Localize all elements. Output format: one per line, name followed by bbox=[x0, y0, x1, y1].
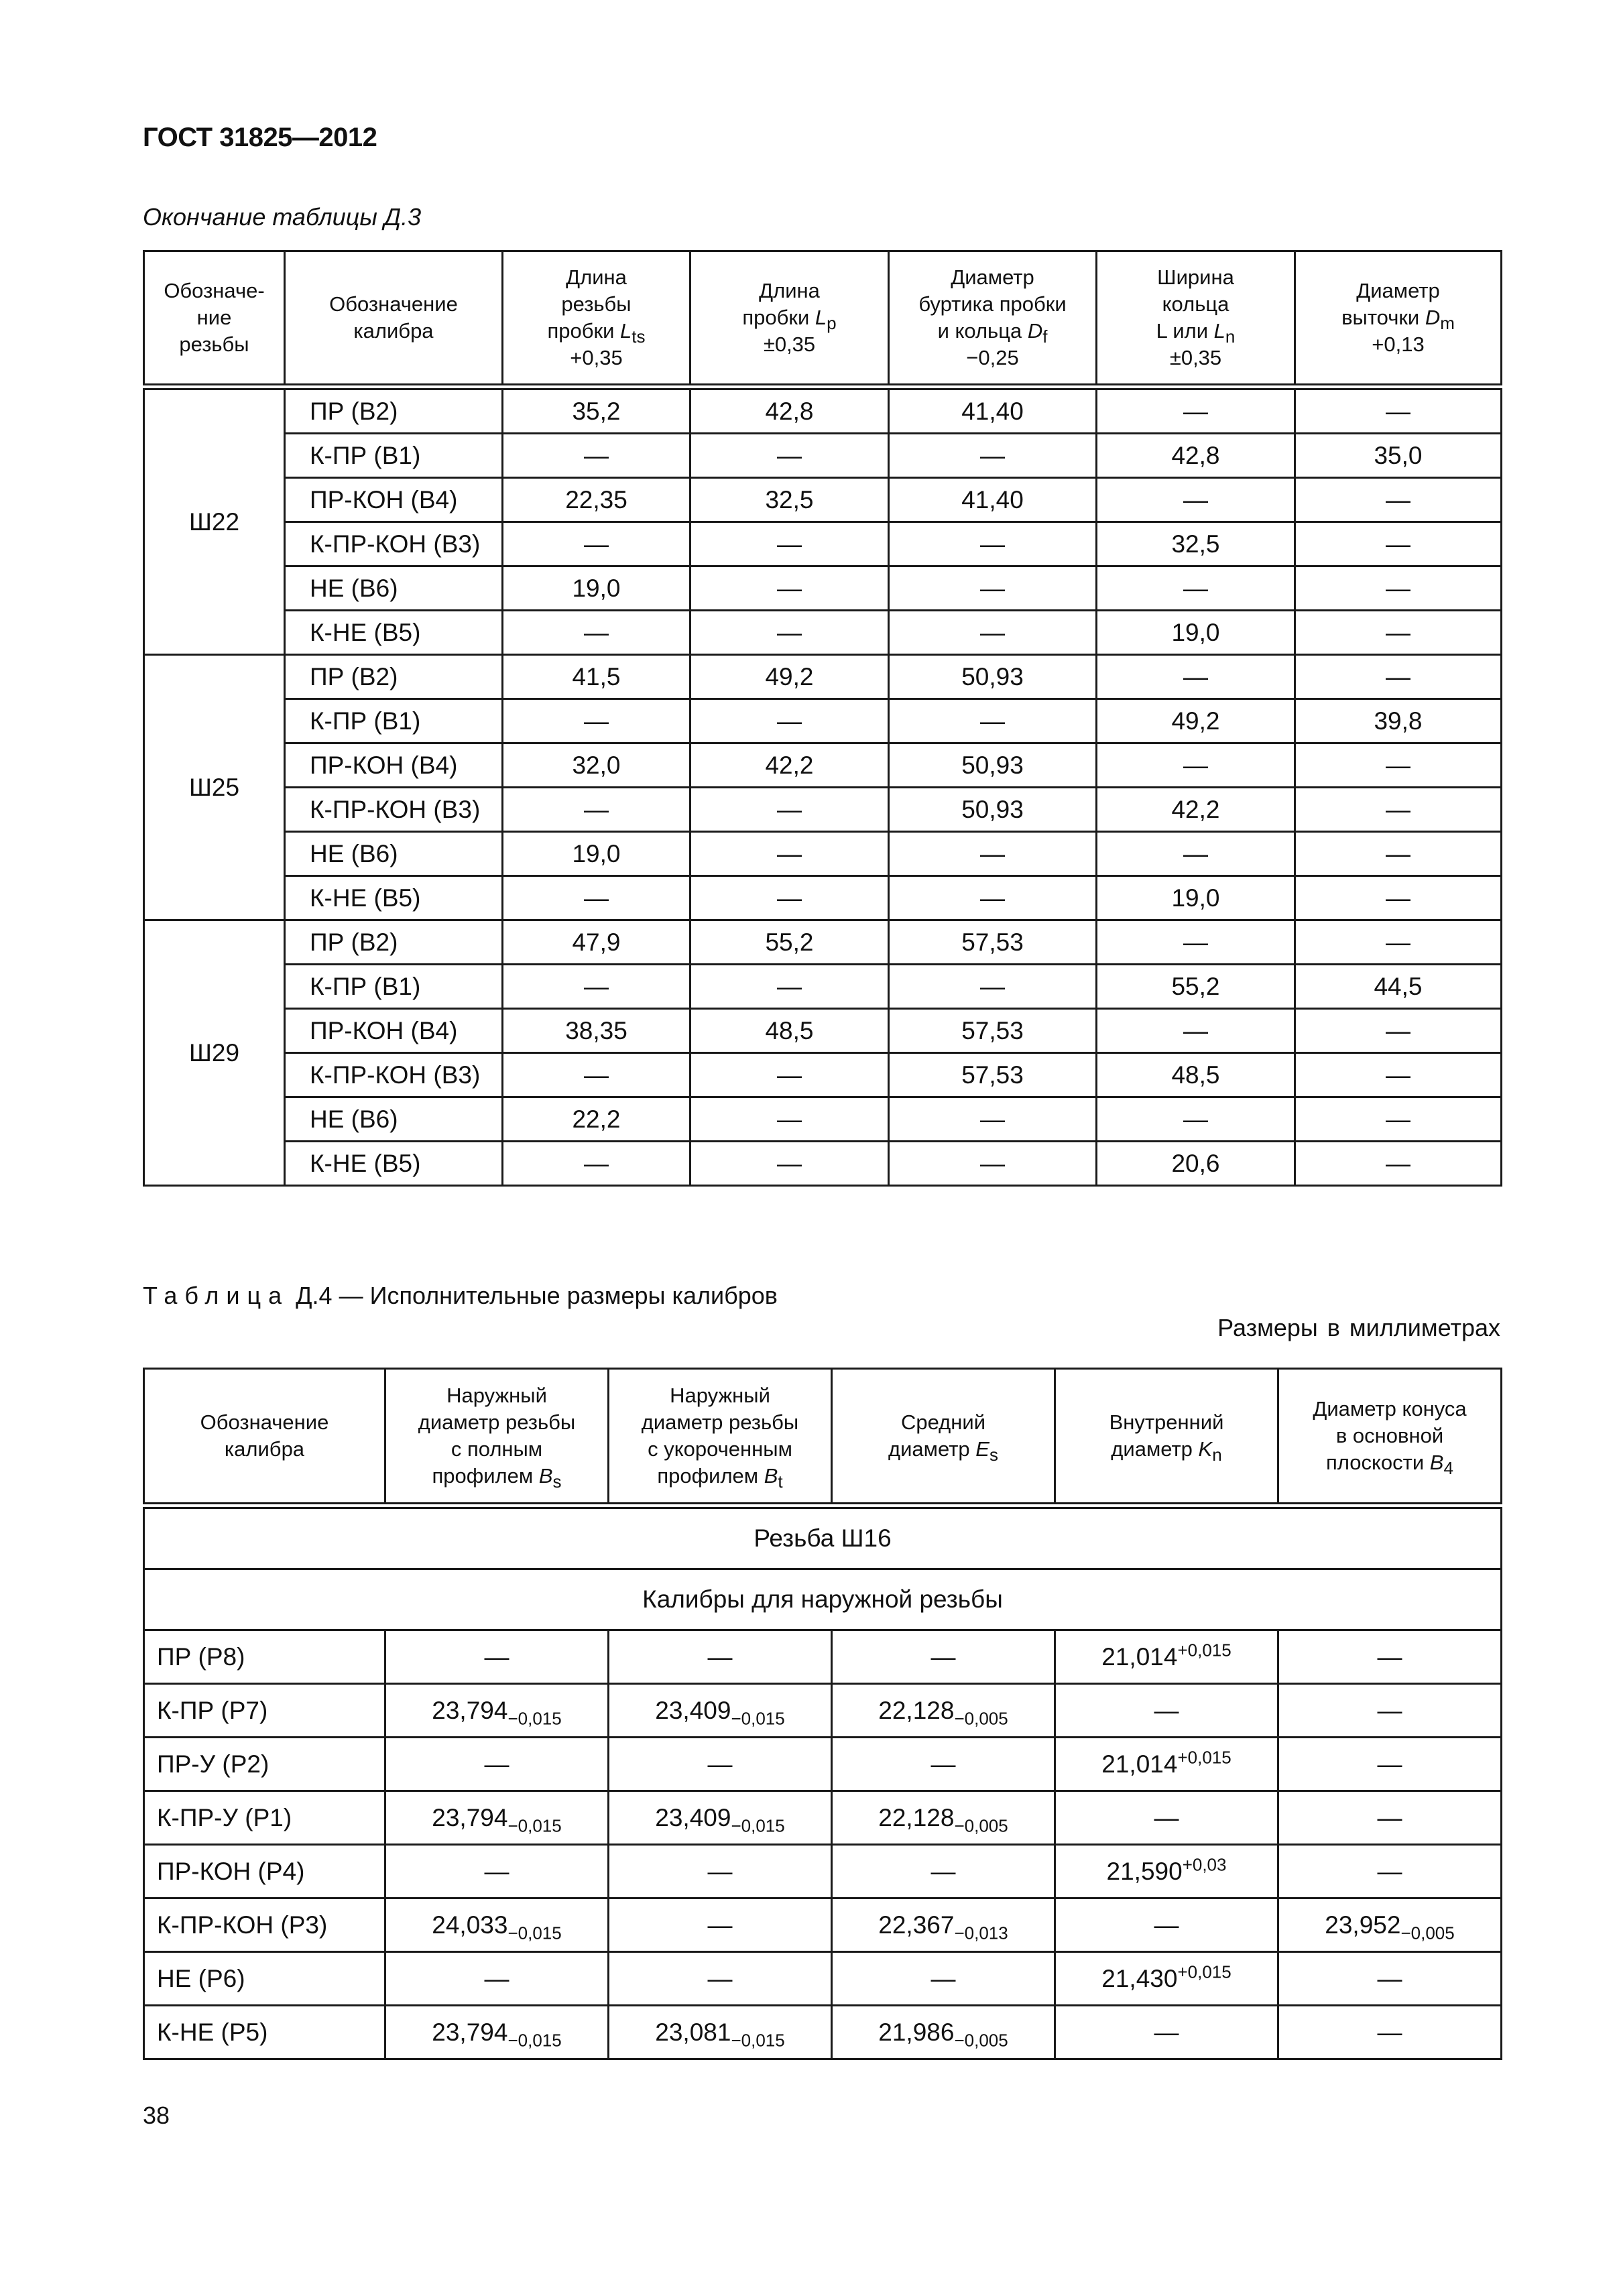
tolerance-value: +0,015 bbox=[1177, 1640, 1231, 1660]
header-recess-diameter: Диаметр выточки $D_m$ +0,13 bbox=[1295, 251, 1502, 387]
gauge-designation-cell: НЕ (В6) bbox=[285, 566, 503, 611]
table-row bbox=[144, 2006, 1502, 2059]
section-gauge-kind: Калибры для наружной резьбы bbox=[144, 1569, 1502, 1630]
value-cell: — bbox=[889, 522, 1097, 566]
gauge-designation-cell: К-ПР-КОН (В3) bbox=[285, 1053, 503, 1097]
value-cell bbox=[832, 1898, 1055, 1952]
nominal-value: 23,794 bbox=[432, 1803, 508, 1831]
gauge-designation-cell: К-ПР-КОН (В3) bbox=[285, 788, 503, 832]
value-cell: — bbox=[889, 699, 1097, 743]
table-d3-body bbox=[144, 387, 1502, 1186]
tolerance-value: −0,015 bbox=[731, 2029, 785, 2050]
tolerance-value: −0,005 bbox=[954, 1707, 1008, 1728]
value-cell: 57,53 bbox=[889, 920, 1097, 965]
tolerance-value: −0,015 bbox=[507, 1815, 562, 1835]
nominal-value: 23,794 bbox=[432, 1696, 508, 1724]
value-cell bbox=[385, 2006, 609, 2059]
value-cell: — bbox=[1278, 1791, 1502, 1845]
value-cell: — bbox=[889, 611, 1097, 655]
nominal-value: 21,014 bbox=[1101, 1642, 1178, 1671]
value-cell: — bbox=[1097, 387, 1295, 434]
tolerance-value: −0,013 bbox=[954, 1922, 1008, 1943]
value-cell: — bbox=[1055, 1898, 1278, 1952]
value-cell bbox=[385, 1791, 609, 1845]
table-d3-header-row bbox=[144, 251, 1502, 387]
gauge-designation-cell: ПР-КОН (В4) bbox=[285, 743, 503, 788]
header-outer-diameter-truncated: Наружный диаметр резьбы с укороченным профилем $B_t$ bbox=[609, 1369, 832, 1506]
value-cell: 42,2 bbox=[690, 743, 889, 788]
gauge-designation-cell: К-ПР-У (Р1) bbox=[144, 1791, 385, 1845]
value-cell: — bbox=[1295, 655, 1502, 699]
value-cell: — bbox=[889, 1142, 1097, 1186]
table-d4-caption bbox=[143, 1282, 778, 1310]
table-d4 bbox=[143, 1368, 1502, 2060]
value-cell: — bbox=[503, 788, 690, 832]
table-row bbox=[144, 699, 1502, 743]
value-cell bbox=[385, 1898, 609, 1952]
gauge-designation-cell: ПР-КОН (В4) bbox=[285, 1009, 503, 1053]
value-cell: — bbox=[503, 699, 690, 743]
tolerance-value: −0,015 bbox=[507, 2029, 562, 2050]
gauge-designation-cell: К-ПР (В1) bbox=[285, 965, 503, 1009]
value-cell: — bbox=[690, 1142, 889, 1186]
gauge-designation-cell: ПР-КОН (В4) bbox=[285, 478, 503, 522]
header-gauge-designation: Обозначение калибра bbox=[144, 1369, 385, 1506]
value-cell: — bbox=[889, 876, 1097, 920]
table-row bbox=[144, 1952, 1502, 2006]
gauge-designation-cell: ПР (Р8) bbox=[144, 1630, 385, 1684]
value-cell: — bbox=[889, 566, 1097, 611]
value-cell: 42,2 bbox=[1097, 788, 1295, 832]
table-d3-caption: Окончание таблицы Д.3 bbox=[143, 203, 422, 231]
value-cell: — bbox=[1097, 743, 1295, 788]
gauge-designation-cell: ПР-КОН (Р4) bbox=[144, 1845, 385, 1898]
value-cell: 49,2 bbox=[690, 655, 889, 699]
value-cell: — bbox=[1295, 566, 1502, 611]
value-cell: 35,0 bbox=[1295, 434, 1502, 478]
value-cell: — bbox=[1097, 655, 1295, 699]
value-cell: — bbox=[1295, 522, 1502, 566]
nominal-value: 23,794 bbox=[432, 2018, 508, 2046]
value-cell: — bbox=[690, 965, 889, 1009]
header-outer-diameter-full: Наружный диаметр резьбы с полным профилем $B_s$ bbox=[385, 1369, 609, 1506]
gauge-designation-cell: ПР-У (Р2) bbox=[144, 1738, 385, 1791]
value-cell: 22,2 bbox=[503, 1097, 690, 1142]
gauge-designation-cell: К-НЕ (В5) bbox=[285, 1142, 503, 1186]
gauge-designation-cell: ПР (В2) bbox=[285, 655, 503, 699]
gauge-designation-cell: ПР (В2) bbox=[285, 920, 503, 965]
tolerance-value: −0,005 bbox=[954, 1815, 1008, 1835]
page-number: 38 bbox=[143, 2102, 170, 2129]
table-row bbox=[144, 434, 1502, 478]
value-cell: — bbox=[1097, 832, 1295, 876]
value-cell: — bbox=[503, 876, 690, 920]
value-cell: — bbox=[1295, 788, 1502, 832]
value-cell: — bbox=[503, 965, 690, 1009]
value-cell: — bbox=[503, 611, 690, 655]
table-row bbox=[144, 743, 1502, 788]
value-cell: — bbox=[385, 1845, 609, 1898]
value-cell bbox=[385, 1684, 609, 1738]
value-cell: 57,53 bbox=[889, 1053, 1097, 1097]
value-cell: — bbox=[690, 1097, 889, 1142]
value-cell: — bbox=[1295, 478, 1502, 522]
value-cell: — bbox=[1278, 1952, 1502, 2006]
value-cell: — bbox=[690, 876, 889, 920]
table-d4-body bbox=[144, 1630, 1502, 2059]
value-cell: 19,0 bbox=[503, 832, 690, 876]
gauge-designation-cell: К-ПР-КОН (Р3) bbox=[144, 1898, 385, 1952]
value-cell: — bbox=[503, 1142, 690, 1186]
nominal-value: 22,128 bbox=[878, 1696, 955, 1724]
tolerance-value: +0,015 bbox=[1177, 1747, 1231, 1768]
value-cell: 48,5 bbox=[1097, 1053, 1295, 1097]
nominal-value: 23,409 bbox=[655, 1803, 731, 1831]
header-collar-diameter: Диаметр буртика пробки и кольца $D_f$ −0,25 bbox=[889, 251, 1097, 387]
table-row bbox=[144, 478, 1502, 522]
tolerance-value: −0,015 bbox=[507, 1707, 562, 1728]
gauge-designation-cell: НЕ (Р6) bbox=[144, 1952, 385, 2006]
gauge-designation-cell: НЕ (В6) bbox=[285, 832, 503, 876]
value-cell: 22,35 bbox=[503, 478, 690, 522]
gauge-designation-cell: К-ПР (В1) bbox=[285, 434, 503, 478]
header-plug-length: Длина пробки $L_p$ ±0,35 bbox=[690, 251, 889, 387]
table-d4-caption-text: Д.4 — Исполнительные размеры калибров bbox=[296, 1282, 778, 1309]
value-cell: — bbox=[889, 832, 1097, 876]
value-cell: — bbox=[832, 1738, 1055, 1791]
value-cell: 20,6 bbox=[1097, 1142, 1295, 1186]
value-cell: — bbox=[503, 1053, 690, 1097]
table-row bbox=[144, 965, 1502, 1009]
nominal-value: 23,081 bbox=[655, 2018, 731, 2046]
value-cell: 42,8 bbox=[1097, 434, 1295, 478]
value-cell: — bbox=[1097, 1009, 1295, 1053]
value-cell: 50,93 bbox=[889, 655, 1097, 699]
header-ring-width: Ширина кольца L или $L_n$ ±0,35 bbox=[1097, 251, 1295, 387]
table-row bbox=[144, 1845, 1502, 1898]
value-cell: — bbox=[1295, 1142, 1502, 1186]
value-cell: 32,5 bbox=[1097, 522, 1295, 566]
nominal-value: 22,128 bbox=[878, 1803, 955, 1831]
thread-designation-cell: Ш22 bbox=[144, 387, 285, 655]
value-cell: 39,8 bbox=[1295, 699, 1502, 743]
table-d4-header-row bbox=[144, 1369, 1502, 1506]
value-cell: — bbox=[690, 434, 889, 478]
value-cell: 47,9 bbox=[503, 920, 690, 965]
value-cell bbox=[1055, 1845, 1278, 1898]
value-cell: 41,40 bbox=[889, 478, 1097, 522]
table-row bbox=[144, 387, 1502, 434]
header-gauge-designation: Обозначение калибра bbox=[285, 251, 503, 387]
value-cell: 19,0 bbox=[1097, 611, 1295, 655]
nominal-value: 23,409 bbox=[655, 1696, 731, 1724]
value-cell: — bbox=[832, 1630, 1055, 1684]
table-d4-section-row bbox=[144, 1506, 1502, 1569]
value-cell: 50,93 bbox=[889, 743, 1097, 788]
value-cell: — bbox=[1295, 1009, 1502, 1053]
value-cell bbox=[609, 2006, 832, 2059]
value-cell: — bbox=[1278, 1845, 1502, 1898]
value-cell: 32,5 bbox=[690, 478, 889, 522]
gauge-designation-cell: ПР (В2) bbox=[285, 387, 503, 434]
table-row bbox=[144, 876, 1502, 920]
value-cell: — bbox=[1278, 1630, 1502, 1684]
value-cell: — bbox=[1295, 1097, 1502, 1142]
table-d4-section-row bbox=[144, 1569, 1502, 1630]
value-cell bbox=[1278, 1898, 1502, 1952]
gauge-designation-cell: К-ПР (В1) bbox=[285, 699, 503, 743]
tolerance-value: +0,03 bbox=[1182, 1854, 1227, 1875]
value-cell: — bbox=[889, 434, 1097, 478]
table-row bbox=[144, 1791, 1502, 1845]
value-cell bbox=[832, 1791, 1055, 1845]
document-title: ГОСТ 31825—2012 bbox=[143, 123, 377, 152]
value-cell: — bbox=[690, 788, 889, 832]
value-cell bbox=[609, 1684, 832, 1738]
value-cell: — bbox=[1097, 920, 1295, 965]
value-cell: 35,2 bbox=[503, 387, 690, 434]
tolerance-value: −0,015 bbox=[507, 1922, 562, 1943]
tolerance-value: +0,015 bbox=[1177, 1961, 1231, 1982]
value-cell: 50,93 bbox=[889, 788, 1097, 832]
value-cell: — bbox=[1295, 611, 1502, 655]
nominal-value: 22,367 bbox=[878, 1911, 955, 1939]
value-cell: — bbox=[1055, 2006, 1278, 2059]
value-cell: 55,2 bbox=[1097, 965, 1295, 1009]
gauge-designation-cell: К-ПР (Р7) bbox=[144, 1684, 385, 1738]
value-cell: 57,53 bbox=[889, 1009, 1097, 1053]
nominal-value: 21,986 bbox=[878, 2018, 955, 2046]
value-cell bbox=[832, 1684, 1055, 1738]
value-cell bbox=[609, 1791, 832, 1845]
value-cell: — bbox=[889, 1097, 1097, 1142]
value-cell: — bbox=[690, 699, 889, 743]
value-cell: — bbox=[832, 1845, 1055, 1898]
value-cell: — bbox=[385, 1738, 609, 1791]
gauge-designation-cell: К-ПР-КОН (В3) bbox=[285, 522, 503, 566]
header-inner-diameter: Внутренний диаметр $K_n$ bbox=[1055, 1369, 1278, 1506]
value-cell: — bbox=[690, 566, 889, 611]
value-cell: — bbox=[1055, 1791, 1278, 1845]
value-cell: 32,0 bbox=[503, 743, 690, 788]
table-row bbox=[144, 1009, 1502, 1053]
table-d4-units: Размеры в миллиметрах bbox=[1217, 1314, 1500, 1341]
value-cell: 19,0 bbox=[1097, 876, 1295, 920]
table-row bbox=[144, 611, 1502, 655]
header-plug-thread-length: Длина резьбы пробки $L_{ts}$ +0,35 bbox=[503, 251, 690, 387]
value-cell: — bbox=[832, 1952, 1055, 2006]
table-row bbox=[144, 1738, 1502, 1791]
value-cell: — bbox=[690, 522, 889, 566]
table-row bbox=[144, 832, 1502, 876]
table-row bbox=[144, 920, 1502, 965]
value-cell: 19,0 bbox=[503, 566, 690, 611]
value-cell: — bbox=[690, 1053, 889, 1097]
value-cell: — bbox=[1055, 1684, 1278, 1738]
header-thread-designation: Обозначе- ние резьбы bbox=[144, 251, 285, 387]
nominal-value: 21,430 bbox=[1101, 1964, 1178, 1992]
nominal-value: 23,952 bbox=[1325, 1911, 1401, 1939]
value-cell: 41,5 bbox=[503, 655, 690, 699]
value-cell: — bbox=[1097, 1097, 1295, 1142]
value-cell: — bbox=[1278, 1684, 1502, 1738]
thread-designation-cell: Ш29 bbox=[144, 920, 285, 1186]
gauge-designation-cell: К-НЕ (Р5) bbox=[144, 2006, 385, 2059]
value-cell: — bbox=[385, 1630, 609, 1684]
thread-designation-cell: Ш25 bbox=[144, 655, 285, 920]
value-cell: — bbox=[609, 1738, 832, 1791]
value-cell: 44,5 bbox=[1295, 965, 1502, 1009]
table-row bbox=[144, 1097, 1502, 1142]
tolerance-value: −0,015 bbox=[731, 1707, 785, 1728]
value-cell: — bbox=[1278, 1738, 1502, 1791]
value-cell: — bbox=[609, 1898, 832, 1952]
table-d4-caption-label: Таблица bbox=[143, 1282, 290, 1309]
nominal-value: 21,014 bbox=[1101, 1750, 1178, 1778]
value-cell: — bbox=[1295, 1053, 1502, 1097]
value-cell: — bbox=[1295, 387, 1502, 434]
value-cell: — bbox=[1278, 2006, 1502, 2059]
value-cell bbox=[1055, 1630, 1278, 1684]
section-thread-title: Резьба Ш16 bbox=[144, 1506, 1502, 1569]
table-row bbox=[144, 522, 1502, 566]
table-row bbox=[144, 1898, 1502, 1952]
value-cell: 49,2 bbox=[1097, 699, 1295, 743]
nominal-value: 24,033 bbox=[432, 1911, 508, 1939]
tolerance-value: −0,005 bbox=[954, 2029, 1008, 2050]
value-cell bbox=[1055, 1738, 1278, 1791]
value-cell: — bbox=[385, 1952, 609, 2006]
value-cell: — bbox=[1295, 876, 1502, 920]
value-cell: — bbox=[609, 1630, 832, 1684]
nominal-value: 21,590 bbox=[1106, 1857, 1183, 1885]
value-cell: — bbox=[609, 1845, 832, 1898]
value-cell: 42,8 bbox=[690, 387, 889, 434]
value-cell bbox=[1055, 1952, 1278, 2006]
value-cell: — bbox=[690, 611, 889, 655]
table-row bbox=[144, 1684, 1502, 1738]
table-row bbox=[144, 566, 1502, 611]
value-cell: — bbox=[1097, 566, 1295, 611]
table-row bbox=[144, 1142, 1502, 1186]
value-cell: 41,40 bbox=[889, 387, 1097, 434]
value-cell: — bbox=[503, 434, 690, 478]
gauge-designation-cell: НЕ (В6) bbox=[285, 1097, 503, 1142]
table-row bbox=[144, 1630, 1502, 1684]
gauge-designation-cell: К-НЕ (В5) bbox=[285, 876, 503, 920]
table-row bbox=[144, 788, 1502, 832]
gauge-designation-cell: К-НЕ (В5) bbox=[285, 611, 503, 655]
header-pitch-diameter: Средний диаметр $E_s$ bbox=[832, 1369, 1055, 1506]
value-cell: — bbox=[1295, 832, 1502, 876]
value-cell bbox=[832, 2006, 1055, 2059]
value-cell: 38,35 bbox=[503, 1009, 690, 1053]
value-cell: — bbox=[609, 1952, 832, 2006]
value-cell: — bbox=[1097, 478, 1295, 522]
table-row bbox=[144, 655, 1502, 699]
tolerance-value: −0,015 bbox=[731, 1815, 785, 1835]
value-cell: — bbox=[503, 522, 690, 566]
value-cell: 55,2 bbox=[690, 920, 889, 965]
value-cell: 48,5 bbox=[690, 1009, 889, 1053]
value-cell: — bbox=[690, 832, 889, 876]
value-cell: — bbox=[1295, 920, 1502, 965]
value-cell: — bbox=[889, 965, 1097, 1009]
tolerance-value: −0,005 bbox=[1400, 1922, 1455, 1943]
header-cone-diameter: Диаметр конуса в основной плоскости $B_4$ bbox=[1278, 1369, 1502, 1506]
table-row bbox=[144, 1053, 1502, 1097]
value-cell: — bbox=[1295, 743, 1502, 788]
table-d3 bbox=[143, 250, 1502, 1187]
